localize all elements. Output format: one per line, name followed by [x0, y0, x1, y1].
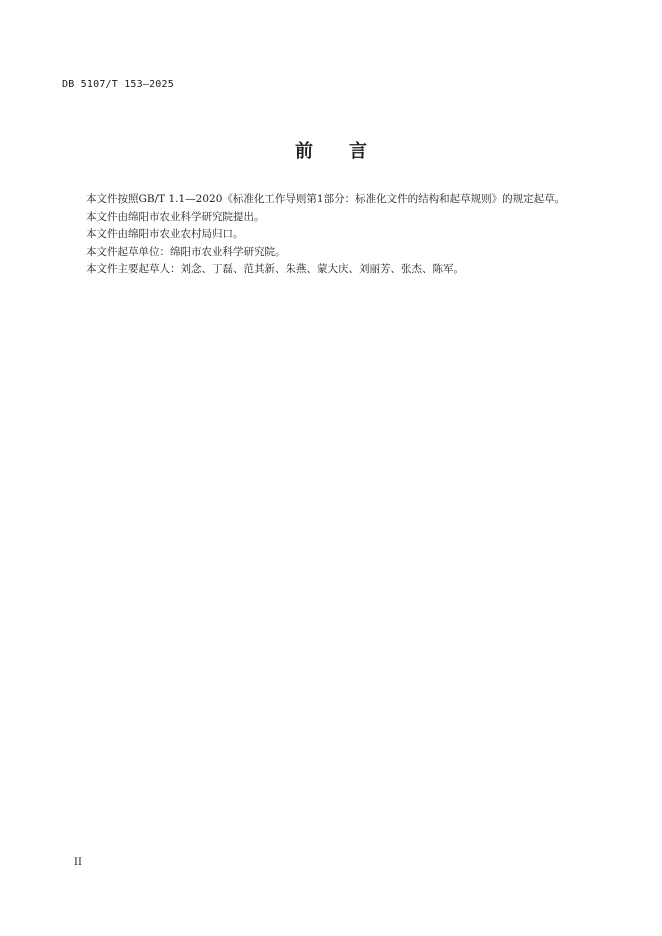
paragraph-standard-basis: 本文件按照GB/T 1.1—2020《标准化工作导则第1部分：标准化文件的结构和起草规则》的规定起草。: [86, 193, 566, 205]
paragraph-proposer: 本文件由绵阳市农业科学研究院提出。: [86, 210, 265, 223]
document-number: DB 5107/T 153—2025: [62, 79, 174, 90]
page-number: II: [74, 857, 82, 868]
paragraph-drafting-unit: 本文件起草单位：绵阳市农业科学研究院。: [86, 245, 286, 258]
paragraph-centralized-unit: 本文件由绵阳市农业农村局归口。: [86, 228, 244, 240]
foreword-body: [62, 191, 588, 279]
page-title: 前言: [295, 141, 403, 162]
paragraph-drafters: 本文件主要起草人：刘念、丁磊、范其新、朱燕、蒙大庆、刘丽芳、张杰、陈军。: [86, 263, 464, 275]
